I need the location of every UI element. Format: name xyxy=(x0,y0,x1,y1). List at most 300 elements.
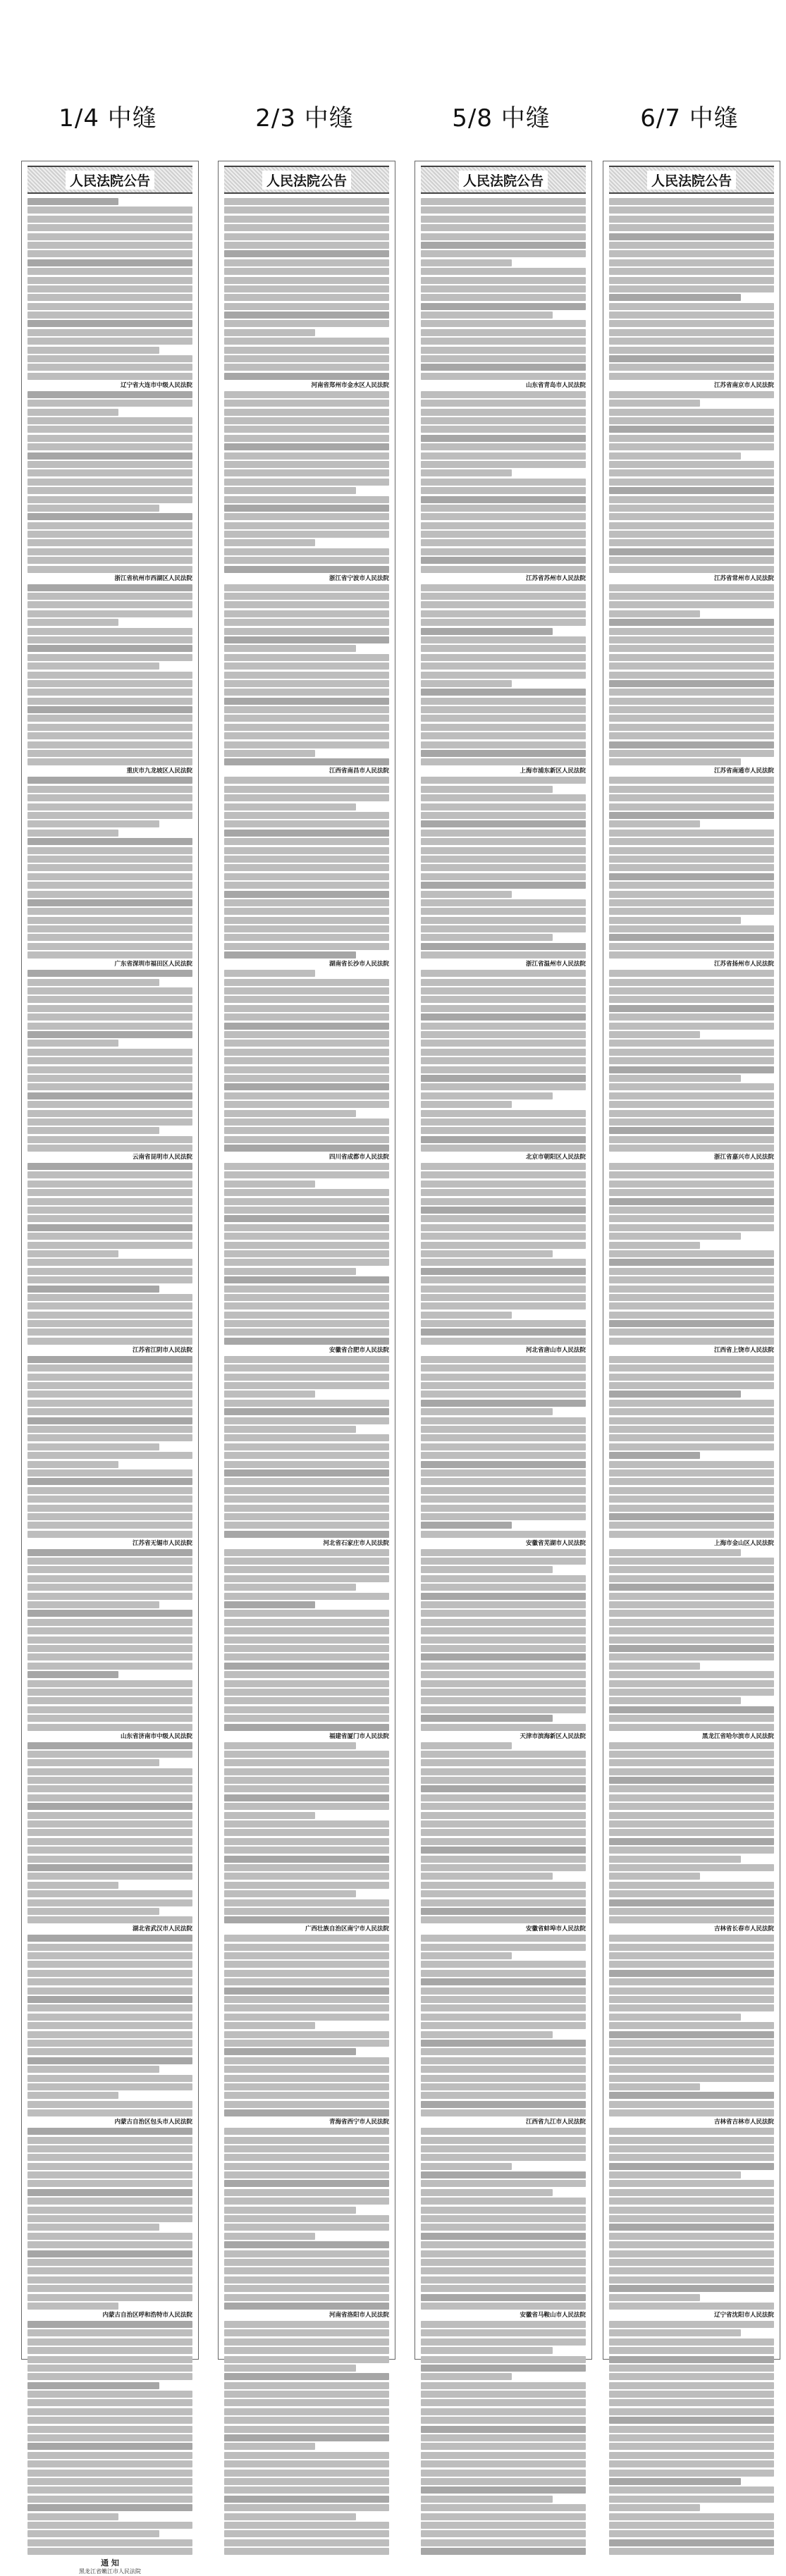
notice-text-line xyxy=(609,233,774,240)
notice-text-line xyxy=(421,873,586,880)
notice-text-line xyxy=(421,2452,586,2459)
notice-text-line xyxy=(421,2207,586,2214)
court-name: 江西省九江市人民法院 xyxy=(525,2119,586,2126)
notice-text-line xyxy=(421,1356,586,1363)
notice-text-line xyxy=(421,2154,586,2161)
notice-text-line xyxy=(224,2486,389,2494)
notice-text-line xyxy=(224,2303,389,2310)
notice-text-line xyxy=(421,820,586,827)
notice-text-line xyxy=(27,1505,192,1512)
notice-text-line xyxy=(224,996,389,1003)
notice-text-line xyxy=(421,1338,586,1345)
notice-text-line xyxy=(27,891,192,898)
notice-text-line xyxy=(27,216,192,223)
notice-text-line xyxy=(421,2083,586,2090)
notice-text-line xyxy=(27,320,192,327)
notice-text-line xyxy=(27,2048,192,2055)
notice-text-line xyxy=(224,601,389,608)
notice-text-line xyxy=(609,1286,774,1293)
notice-text-line xyxy=(609,1916,774,1923)
notice-text-line xyxy=(421,2241,586,2248)
notice-text-line xyxy=(224,1838,389,1845)
notice-text-line xyxy=(421,1944,586,1951)
notice-text-line xyxy=(224,2109,389,2116)
notice-text-line xyxy=(421,2504,586,2511)
notice-text-line xyxy=(421,391,586,398)
notice-text-line xyxy=(27,1961,192,1968)
notice-text-line xyxy=(27,672,192,679)
notice-text-line xyxy=(27,2338,192,2346)
notice-text-line xyxy=(224,970,315,977)
notice-text-line xyxy=(609,1057,774,1064)
notice-text-line xyxy=(224,1593,389,1600)
notice-text-line xyxy=(421,1075,586,1082)
notice-text-line xyxy=(421,2040,586,2047)
notice-text-line xyxy=(421,1329,586,1336)
notice-text-line xyxy=(224,329,315,336)
notice-text-line xyxy=(421,1829,586,1836)
notice-text-line xyxy=(27,1531,192,1538)
notice-text-line xyxy=(609,584,774,591)
notice-text-line xyxy=(27,1181,192,1188)
notice-text-line xyxy=(421,1198,586,1205)
notice-text-line xyxy=(27,934,192,941)
notice-text-line xyxy=(27,1312,192,1319)
notice-text-line xyxy=(609,409,774,416)
notice-text-line xyxy=(609,672,774,679)
notice-text-line xyxy=(609,1417,774,1424)
notice-text-line xyxy=(27,2417,192,2424)
notice-text-line xyxy=(609,1049,774,1056)
notice-text-line xyxy=(224,2207,356,2214)
notice-text-line xyxy=(27,1751,192,1758)
notice-text-line xyxy=(27,207,192,214)
notice-text-line xyxy=(609,268,774,275)
notice-text-line xyxy=(27,2259,192,2266)
notice-text-line xyxy=(27,1215,192,1222)
notice-text-line xyxy=(224,1005,389,1012)
column-header xyxy=(421,166,586,194)
notice-text-line xyxy=(27,250,192,257)
notice-text-line xyxy=(609,794,774,801)
court-name: 内蒙古自治区包头市人民法院 xyxy=(114,2119,192,2126)
notice-text-line xyxy=(224,224,389,231)
notice-text-line xyxy=(609,996,774,1003)
notice-text-line xyxy=(27,2031,192,2038)
notice-text-line xyxy=(27,1356,192,1363)
notice-text-line xyxy=(609,610,700,617)
notice-text-line xyxy=(27,2382,159,2389)
notice-text-line xyxy=(224,487,356,494)
notice-text-line xyxy=(27,1663,192,1670)
notice-text-line xyxy=(224,1558,389,1565)
notice-column xyxy=(603,161,780,2360)
notice-text-line xyxy=(421,1697,586,1704)
notice-text-line xyxy=(27,1408,192,1415)
notice-text-line xyxy=(224,1584,356,1591)
notice-text-line xyxy=(421,1566,553,1573)
notice-text-line xyxy=(421,2109,586,2116)
notice-text-line xyxy=(421,803,586,811)
notice-text-line xyxy=(224,2356,389,2363)
notice-text-line xyxy=(224,400,389,407)
notice-text-line xyxy=(421,364,586,371)
notice-text-line xyxy=(27,1329,192,1336)
notice-text-line xyxy=(421,2259,586,2266)
notice-text-line xyxy=(609,2443,774,2450)
notice-text-line xyxy=(224,741,389,748)
notice-text-line xyxy=(609,1443,774,1450)
notice-text-line xyxy=(27,1952,192,1959)
notice-text-line xyxy=(27,329,192,336)
notice-text-line xyxy=(421,320,586,327)
notice-text-line xyxy=(27,2486,192,2494)
notice-text-line xyxy=(27,2101,192,2108)
notice-text-line xyxy=(224,1601,315,1608)
notice-text-line xyxy=(27,294,192,301)
notice-footer-text: 黑龙江省嫩江市人民法院 xyxy=(79,2568,141,2575)
notice-text-line xyxy=(609,355,774,362)
notice-text-line xyxy=(224,479,389,486)
notice-text-line xyxy=(27,268,192,275)
notice-text-line xyxy=(609,1820,774,1828)
notice-text-line xyxy=(421,2004,586,2011)
notice-text-line xyxy=(421,2189,553,2196)
notice-text-line xyxy=(224,830,389,837)
notice-text-line xyxy=(609,1847,774,1854)
notice-text-line xyxy=(609,1250,774,1257)
notice-text-line xyxy=(27,2207,192,2214)
notice-text-line xyxy=(609,1531,774,1538)
notice-text-line xyxy=(609,1558,774,1565)
notice-text-line xyxy=(27,1899,192,1906)
notice-text-line xyxy=(27,1320,192,1327)
notice-text-line xyxy=(609,1961,774,1968)
notice-text-line xyxy=(224,320,389,327)
notice-text-line xyxy=(224,391,389,398)
notice-text-line xyxy=(421,689,586,696)
notice-text-line xyxy=(421,1443,586,1450)
notice-text-line xyxy=(224,443,389,450)
notice-text-line xyxy=(224,1478,389,1485)
notice-text-line xyxy=(27,2198,192,2205)
notice-text-line xyxy=(224,610,389,617)
notice-text-line xyxy=(27,996,192,1003)
notice-text-line xyxy=(224,1513,389,1520)
notice-text-line xyxy=(27,706,192,713)
notice-text-line xyxy=(609,2417,774,2424)
notice-text-line xyxy=(421,479,586,486)
notice-text-line xyxy=(421,2356,586,2363)
notice-text-line xyxy=(224,1803,389,1810)
notice-text-line xyxy=(27,1005,192,1012)
notice-text-line xyxy=(224,2522,389,2529)
notice-text-line xyxy=(421,1101,512,1108)
notice-text-line xyxy=(224,1505,389,1512)
court-name: 广东省深圳市福田区人民法院 xyxy=(114,961,192,968)
notice-text-line xyxy=(27,2329,192,2336)
notice-text-line xyxy=(224,1276,389,1283)
court-name: 江苏省江阴市人民法院 xyxy=(132,1346,192,1354)
notice-text-line xyxy=(421,513,586,520)
notice-text-line xyxy=(609,979,774,986)
notice-text-line xyxy=(27,2347,192,2354)
notice-text-line xyxy=(421,1408,553,1415)
notice-text-line xyxy=(27,1487,192,1494)
notice-text-line xyxy=(421,1224,586,1231)
notice-text-line xyxy=(421,1145,586,1152)
notice-text-line xyxy=(421,277,586,284)
notice-text-line xyxy=(224,1259,389,1266)
notice-text-line xyxy=(609,2171,741,2178)
notice-text-line xyxy=(609,619,774,626)
notice-text-line xyxy=(27,838,192,845)
notice-text-line xyxy=(27,1207,192,1214)
notice-text-line xyxy=(27,2224,159,2231)
notice-text-line xyxy=(609,1461,774,1468)
notice-text-line xyxy=(421,1233,586,1240)
notice-text-line xyxy=(421,2391,586,2398)
notice-text-line xyxy=(224,1163,389,1170)
notice-text-line xyxy=(421,233,586,240)
notice-text-line xyxy=(609,830,774,837)
notice-text-line xyxy=(421,1803,586,1810)
notice-text-line xyxy=(609,2452,774,2459)
notice-text-line xyxy=(224,1759,389,1766)
notice-text-line xyxy=(609,1268,774,1275)
notice-text-line xyxy=(609,899,774,906)
notice-text-line xyxy=(27,259,192,266)
notice-text-line xyxy=(224,1417,389,1424)
notice-text-line xyxy=(224,1101,389,1108)
court-name: 辽宁省大连市中级人民法院 xyxy=(120,381,192,389)
notice-text-line xyxy=(609,1005,774,1012)
notice-text-line xyxy=(421,1040,586,1047)
notice-text-line xyxy=(421,777,586,784)
notice-text-line xyxy=(27,338,192,345)
notice-text-line xyxy=(27,1338,192,1345)
notice-text-line xyxy=(421,1049,586,1056)
notice-text-line xyxy=(609,496,774,503)
court-name: 江苏省无锡市人民法院 xyxy=(132,1539,192,1547)
notice-text-line xyxy=(224,1916,389,1923)
notice-text-line xyxy=(609,1207,774,1214)
notice-text-line xyxy=(27,2083,192,2090)
notice-text-line xyxy=(224,1952,389,1959)
notice-text-line xyxy=(421,601,586,608)
notice-text-line xyxy=(421,1522,512,1529)
notice-text-line xyxy=(224,2040,389,2047)
notice-text-line xyxy=(609,1908,774,1915)
notice-text-line xyxy=(609,391,774,398)
notice-text-line xyxy=(224,2513,356,2520)
notice-text-line xyxy=(421,2163,512,2170)
notice-text-line xyxy=(609,864,774,871)
notice-text-line xyxy=(421,1302,586,1309)
notice-text-line xyxy=(609,2513,774,2520)
notice-text-line xyxy=(421,2198,586,2205)
notice-text-line xyxy=(609,715,774,722)
court-name: 河南省洛阳市人民法院 xyxy=(328,2311,389,2319)
notice-text-line xyxy=(224,2443,315,2450)
notice-text-line xyxy=(421,619,586,626)
notice-text-line xyxy=(27,917,192,924)
notice-text-line xyxy=(421,1259,586,1266)
notice-text-line xyxy=(27,1443,159,1450)
notice-text-line xyxy=(224,1118,389,1126)
notice-text-line xyxy=(224,242,389,249)
notice-text-line xyxy=(27,2522,192,2529)
notice-text-line xyxy=(609,277,774,284)
notice-text-line xyxy=(421,452,586,460)
notice-text-line xyxy=(421,1785,586,1792)
notice-text-line xyxy=(224,2338,389,2346)
notice-text-line xyxy=(609,1233,741,1240)
notice-text-line xyxy=(224,908,389,915)
notice-text-line xyxy=(27,2075,192,2082)
notice-text-line xyxy=(609,1224,774,1231)
notice-text-line xyxy=(224,1619,389,1626)
notice-text-line xyxy=(609,2154,774,2161)
notice-text-line xyxy=(27,1637,192,1644)
notice-text-line xyxy=(421,1400,586,1407)
notice-text-line xyxy=(27,1057,192,1064)
notice-text-line xyxy=(27,1785,192,1792)
notice-text-line xyxy=(27,1478,192,1485)
notice-text-line xyxy=(421,2092,586,2099)
notice-text-line xyxy=(421,1961,586,1968)
notice-text-line xyxy=(421,505,586,512)
notice-text-line xyxy=(224,1233,389,1240)
notice-text-line xyxy=(609,2128,774,2135)
notice-text-line xyxy=(609,750,774,757)
notice-text-line xyxy=(27,1715,192,1722)
notice-text-line xyxy=(421,812,586,819)
notice-text-line xyxy=(609,2408,774,2415)
notice-text-line xyxy=(609,426,774,433)
notice-text-line xyxy=(224,513,389,520)
notice-text-line xyxy=(609,2198,774,2205)
notice-text-line xyxy=(421,925,586,932)
notice-text-line xyxy=(224,864,389,871)
notice-text-line xyxy=(421,2276,586,2284)
notice-text-line xyxy=(421,312,553,319)
notice-text-line xyxy=(224,2224,389,2231)
notice-text-line xyxy=(224,628,389,635)
notice-text-line xyxy=(609,1496,774,1503)
notice-text-line xyxy=(609,2145,774,2152)
notice-text-line xyxy=(421,794,586,801)
court-name: 山东省济南市中级人民法院 xyxy=(120,1732,192,1740)
notice-text-line xyxy=(421,557,586,564)
notice-text-line xyxy=(27,741,192,748)
notice-text-line xyxy=(609,531,774,538)
notice-text-line xyxy=(27,1364,192,1372)
court-name: 四川省成都市人民法院 xyxy=(328,1154,389,1161)
notice-text-line xyxy=(224,812,389,819)
notice-text-line xyxy=(27,1040,118,1047)
notice-text-line xyxy=(224,1443,389,1450)
notice-text-line xyxy=(609,2250,774,2257)
notice-text-line xyxy=(224,891,389,898)
notice-text-line xyxy=(421,1242,586,1249)
notice-text-line xyxy=(224,1724,389,1731)
notice-text-line xyxy=(609,838,774,845)
notice-text-line xyxy=(27,513,192,520)
notice-text-line xyxy=(224,1075,389,1082)
notice-text-line xyxy=(27,1145,192,1152)
notice-text-line xyxy=(224,1768,389,1775)
notice-text-line xyxy=(224,1751,389,1758)
notice-text-line xyxy=(27,1224,192,1231)
notice-text-line xyxy=(421,2101,586,2108)
notice-text-line xyxy=(609,2426,774,2433)
notice-text-line xyxy=(421,917,586,924)
notice-text-line xyxy=(27,2180,192,2187)
notice-text-line xyxy=(224,2285,389,2292)
notice-text-line xyxy=(224,2382,389,2389)
notice-text-line xyxy=(224,786,389,793)
court-name: 江苏省苏州市人民法院 xyxy=(525,574,586,582)
notice-text-line xyxy=(609,2207,774,2214)
notice-text-line xyxy=(27,1374,192,1381)
notice-text-line xyxy=(421,1092,553,1099)
notice-text-line xyxy=(224,1426,356,1433)
notice-text-line xyxy=(224,2101,389,2108)
notice-text-line xyxy=(609,1785,774,1792)
notice-text-line xyxy=(609,663,774,670)
notice-text-line xyxy=(27,1513,192,1520)
notice-text-line xyxy=(421,1856,586,1863)
notice-text-line xyxy=(421,2066,586,2073)
notice-text-line xyxy=(224,198,389,205)
notice-text-line xyxy=(27,2426,192,2433)
notice-text-line xyxy=(224,1391,315,1398)
court-name: 浙江省温州市人民法院 xyxy=(525,961,586,968)
notice-text-line xyxy=(224,2460,389,2467)
notice-text-line xyxy=(27,970,192,977)
notice-text-line xyxy=(421,426,586,433)
notice-text-line xyxy=(224,758,389,765)
notice-text-line xyxy=(27,2539,192,2546)
notice-text-line xyxy=(609,1364,774,1372)
notice-text-line xyxy=(421,1031,586,1038)
notice-text-line xyxy=(224,732,389,739)
notice-text-line xyxy=(224,566,389,573)
notice-text-line xyxy=(609,1163,774,1170)
notice-text-line xyxy=(224,706,389,713)
notice-text-line xyxy=(421,303,586,310)
notice-text-line xyxy=(609,2276,774,2284)
notice-text-line xyxy=(421,715,586,722)
notice-text-line xyxy=(224,1637,389,1644)
column-label: 6/7 中缝 xyxy=(640,104,739,133)
notice-text-line xyxy=(609,645,774,652)
notice-text-line xyxy=(421,645,586,652)
notice-text-line xyxy=(224,426,389,433)
notice-text-line xyxy=(224,2329,389,2336)
notice-text-line xyxy=(224,505,389,512)
notice-text-line xyxy=(224,1829,389,1836)
notice-text-line xyxy=(27,2004,192,2011)
notice-text-line xyxy=(27,2530,159,2537)
notice-text-line xyxy=(421,2338,586,2346)
notice-text-line xyxy=(224,979,389,986)
notice-text-line xyxy=(27,505,159,512)
notice-text-line xyxy=(224,1400,389,1407)
notice-text-line xyxy=(609,2101,774,2108)
notice-text-line xyxy=(421,1978,586,1985)
